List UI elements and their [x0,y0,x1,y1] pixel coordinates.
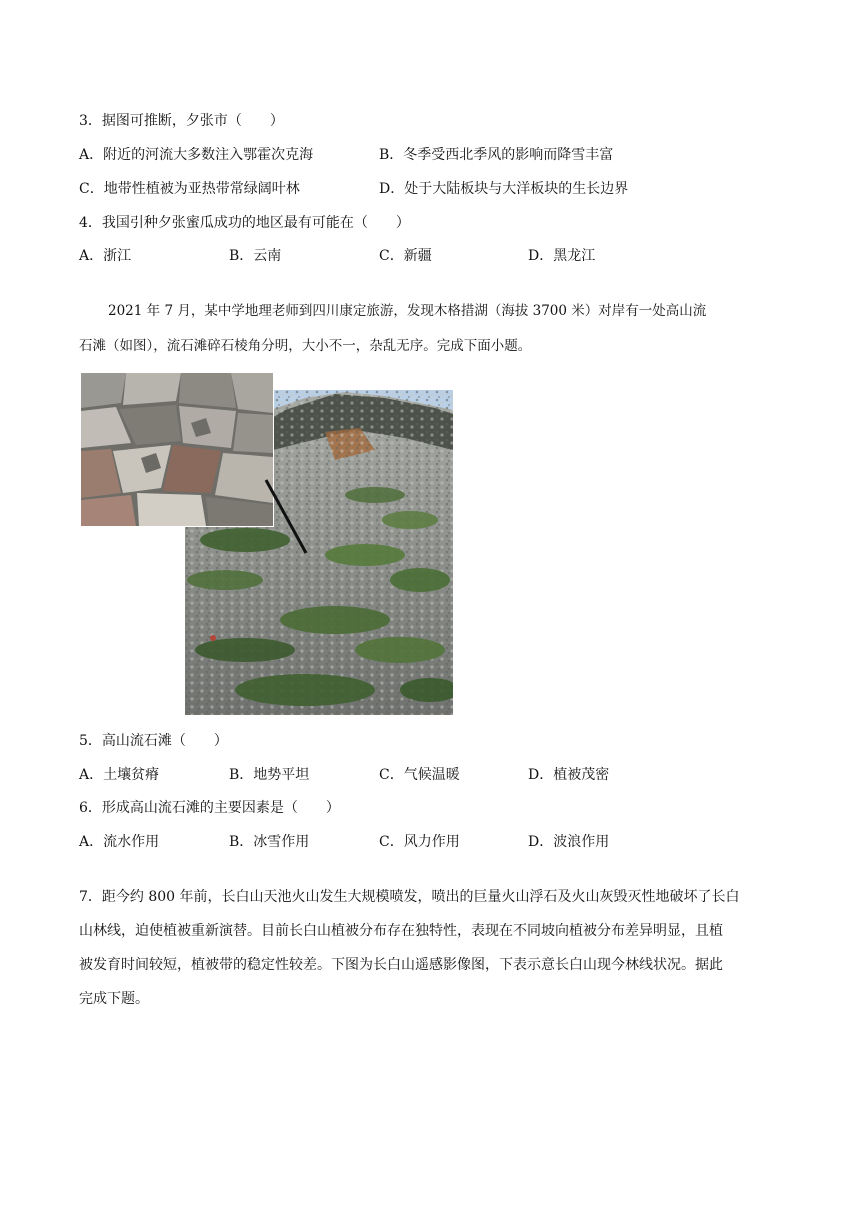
q4-option-d: D．黑龙江 [528,248,596,264]
q3-option-a: A．附近的河流大多数注入鄂霍次克海 [79,147,314,163]
q3-stem: 3．据图可推断，夕张市（ ） [79,113,284,129]
q4-option-b: B．云南 [229,248,282,264]
q7-line-4: 完成下题。 [79,991,149,1007]
q5-option-b: B．地势平坦 [229,767,310,783]
q6-option-d: D．波浪作用 [528,834,610,850]
q4-option-c: C．新疆 [379,248,432,264]
q5-option-d: D．植被茂密 [528,767,610,783]
q3-option-c: C．地带性植被为亚热带常绿阔叶林 [79,181,300,197]
q6-stem: 6．形成高山流石滩的主要因素是（ ） [79,800,340,816]
q5-stem: 5．高山流石滩（ ） [79,733,228,749]
q6-option-a: A．流水作用 [79,834,160,850]
q4-stem: 4．我国引种夕张蜜瓜成功的地区最有可能在（ ） [79,215,410,231]
q7-line-3: 被发育时间较短，植被带的稳定性较差。下图为长白山遥感影像图，下表示意长白山现今林线状况。据此 [79,957,723,973]
angular-rock-closeup-photo [80,372,274,527]
q3-option-d: D．处于大陆板块与大洋板块的生长边界 [379,181,629,197]
q5-option-c: C．气候温暖 [379,767,460,783]
intro-line-1: 2021 年 7 月，某中学地理老师到四川康定旅游，发现木格措湖（海拔 3700 米）对岸有一处高山流 [108,303,707,319]
q6-option-b: B．冰雪作用 [229,834,310,850]
q5-option-a: A．土壤贫瘠 [79,767,160,783]
q3-option-b: B．冬季受西北季风的影响而降雪丰富 [379,147,614,163]
q7-line-1: 7．距今约 800 年前，长白山天池火山发生大规模喷发，喷出的巨量火山浮石及火山灰毁灭性地破坏了长白 [79,889,740,905]
q6-option-c: C．风力作用 [379,834,460,850]
q7-line-2: 山林线，迫使植被重新演替。目前长白山植被分布存在独特性，表现在不同坡向植被分布差异明显，且植 [79,923,723,939]
q4-option-a: A．浙江 [79,248,132,264]
intro-line-2: 石滩（如图），流石滩碎石棱角分明，大小不一，杂乱无序。完成下面小题。 [79,338,532,354]
